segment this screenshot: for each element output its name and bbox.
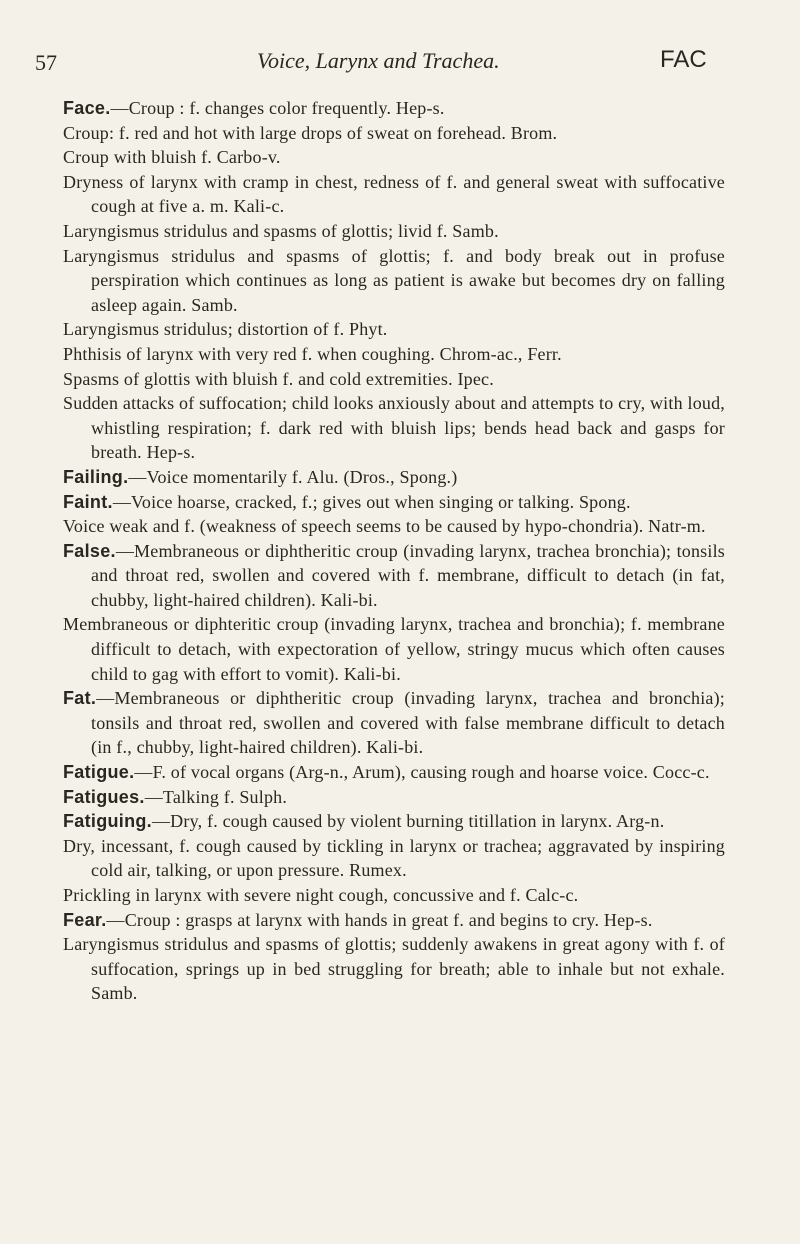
- entry-heading: Fatiguing.: [63, 811, 152, 832]
- entry: [63, 809, 725, 834]
- entry-text: —Talking f. Sulph.: [144, 786, 288, 807]
- entry: [63, 760, 725, 785]
- sub-entry: Croup with bluish f. Carbo-v.: [63, 147, 281, 168]
- sub-entry: Membraneous or diphteritic croup (invading larynx, trachea and bronchia); f. membrane difficult to detach, with expectoration of yellow, stringy mucus which often causes child to gag with effort to vomit). Kali-bi.: [63, 614, 725, 684]
- sub-entry: Voice weak and f. (weakness of speech seems to be caused by hypo-chondria). Natr-m.: [63, 516, 706, 537]
- sub-entry: Laryngismus stridulus; distortion of f. Phyt.: [63, 319, 388, 340]
- entry: [63, 539, 725, 613]
- entry-text: —Voice hoarse, cracked, f.; gives out when singing or talking. Spong.: [112, 491, 631, 512]
- entry: [63, 96, 725, 121]
- running-title: Voice, Larynx and Trachea.: [257, 48, 500, 73]
- page-number: 57: [35, 50, 57, 75]
- sub-entry: Phthisis of larynx with very red f. when coughing. Chrom-ac., Ferr.: [63, 343, 562, 364]
- entry-heading: Fatigue.: [63, 762, 135, 783]
- sub-entry: Spasms of glottis with bluish f. and cold extremities. Ipec.: [63, 368, 494, 389]
- sub-entry: Prickling in larynx with severe night cough, concussive and f. Calc-c.: [63, 885, 579, 905]
- sub-entry: Laryngismus stridulus and spasms of glottis; suddenly awakens in great agony with f. of suffocation, springs up in bed struggling for breath; able to inhale but not exhale. Samb.: [63, 934, 725, 1004]
- entry-text: —Dry, f. cough caused by violent burning titillation in larynx. Arg-n.: [151, 811, 665, 832]
- entry: [63, 908, 725, 933]
- entry-heading: Fat.: [63, 688, 97, 709]
- entry-text: —Croup : f. changes color frequently. Hep-s.: [110, 98, 445, 118]
- entry-text: —Voice momentarily f. Alu. (Dros., Spong.): [128, 466, 458, 487]
- sub-entry: Laryngismus stridulus and spasms of glottis; f. and body break out in profuse perspiration which continues as long as patient is awake but becomes dry on falling asleep again. Samb.: [63, 245, 725, 315]
- running-header: [0, 46, 800, 86]
- section-code: FAC: [660, 46, 707, 73]
- entry-heading: False.: [63, 540, 116, 561]
- entry-heading: Fear.: [63, 909, 107, 930]
- entry-heading: Fatigues.: [63, 786, 145, 807]
- sub-entry: Dryness of larynx with cramp in chest, redness of f. and general sweat with suffocative cough at five a. m. Kali-c.: [63, 171, 725, 217]
- sub-entry: Croup: f. red and hot with large drops of sweat on forehead. Brom.: [63, 122, 558, 143]
- entry: [63, 465, 725, 490]
- entry-heading: Failing.: [63, 466, 129, 487]
- entry-heading: Face.: [63, 98, 111, 118]
- entry-text: —Membraneous or diphtheritic croup (invading larynx, trachea bronchia); tonsils and throat red, swollen and covered with f. membrane, difficult to detach (in fat, chubby, light-haired children). Kali-bi.: [91, 540, 725, 610]
- entry-text: —Croup : grasps at larynx with hands in great f. and begins to cry. Hep-s.: [106, 909, 653, 930]
- entry-text: —F. of vocal organs (Arg-n., Arum), causing rough and hoarse voice. Cocc-c.: [134, 762, 710, 783]
- entry: [63, 490, 725, 515]
- sub-entry: Laryngismus stridulus and spasms of glottis; livid f. Samb.: [63, 220, 499, 241]
- entry: [63, 686, 725, 760]
- entry-text: —Membraneous or diphtheritic croup (invading larynx, trachea and bronchia); tonsils and throat red, swollen and covered with false membrane difficult to detach (in f., chubby, light-haired children). Kali-bi.: [91, 688, 725, 758]
- entry-heading: Faint.: [63, 491, 113, 512]
- sub-entry: Sudden attacks of suffocation; child looks anxiously about and attempts to cry, with loud, whistling respiration; f. dark red with bluish lips; bends head back and gasps for breath. Hep-s.: [63, 393, 725, 463]
- sub-entry: Dry, incessant, f. cough caused by tickling in larynx or trachea; aggravated by inspiring cold air, talking, or upon pressure. Rumex.: [63, 835, 725, 881]
- page-body: [63, 96, 725, 1006]
- entry: [63, 785, 725, 810]
